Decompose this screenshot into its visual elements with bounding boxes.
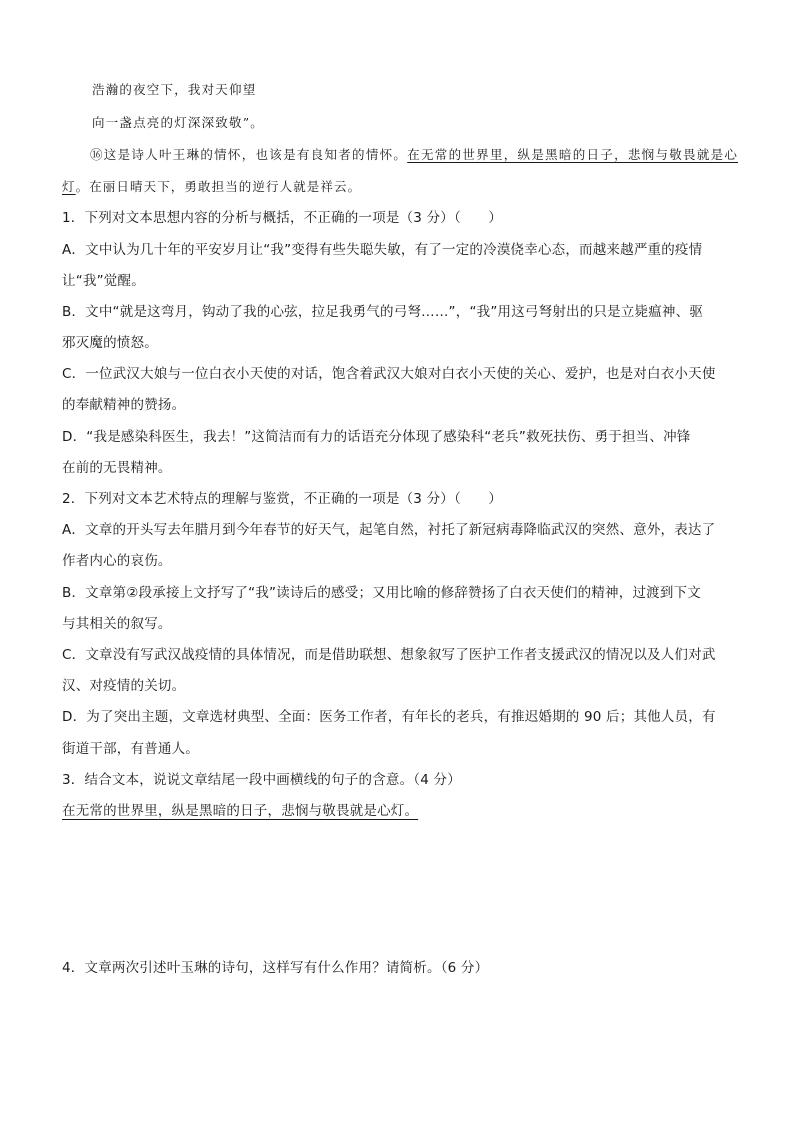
question-1-option-d: D．“我是感染科医生，我去！”这简洁而有力的话语充分体现了感染科“老兵”救死扶伤、勇于担当、冲锋 [62,429,691,445]
question-2-option-c-cont: 汉、对疫情的关切。 [62,678,186,694]
question-2-option-d-cont: 街道干部，有普通人。 [62,741,199,757]
question-1-stem: 1．下列对文本思想内容的分析与概括，不正确的一项是（3 分）（ ） [62,210,503,226]
question-1-option-c-cont: 的奉献精神的赞扬。 [62,397,186,413]
paragraph-16-underlined-sentence: 在无常的世界里，纵是黑暗的日子，悲悯与敬畏就是心灯 [62,147,738,194]
question-1-option-c: C．一位武汉大娘与一位白衣小天使的对话，饱含着武汉大娘对白衣小天使的关心、爱护，也是对白衣小天使 [62,366,716,382]
question-3-underlined-quote: 在无常的世界里，纵是黑暗的日子，悲悯与敬畏就是心灯。 [62,803,419,819]
question-1-option-d-cont: 在前的无畏精神。 [62,460,172,476]
question-1-option-a: A．文中认为几十年的平安岁月让“我”变得有些失聪失敏，有了一定的冷漠侥幸心态，而越来越严重的疫情 [62,242,703,258]
question-2-option-a: A．文章的开头写去年腊月到今年春节的好天气，起笔自然，衬托了新冠病毒降临武汉的突然、意外，表达了 [62,522,716,538]
poem-line-1: 浩瀚的夜空下，我对天仰望 [92,82,257,97]
question-2-option-c: C．文章没有写武汉战疫情的具体情况，而是借助联想、想象叙写了医护工作者支援武汉的情况以及人们对武 [62,647,716,663]
question-3-quoted-sentence [62,801,738,821]
question-2-option-a-cont: 作者内心的哀伤。 [62,553,172,569]
paragraph-16 [62,139,738,203]
paragraph-16-tail: 。在丽日晴天下，勇敢担当的逆行人就是祥云。 [75,179,362,194]
paragraph-16-lead: ⑯这是诗人叶王琳的情怀，也该是有良知者的情怀。 [90,147,408,162]
question-2-option-b: B．文章第②段承接上文抒写了“我”读诗后的感受；又用比喻的修辞赞扬了白衣天使们的精神，过渡到下文 [62,585,701,601]
question-4-stem: 4．文章两次引述叶玉琳的诗句，这样写有什么作用？请简析。（6 分） [62,960,489,976]
question-2-option-d: D．为了突出主题，文章选材典型、全面：医务工作者，有年长的老兵，有推迟婚期的 90 后；其他人员，有 [62,709,716,725]
question-1-option-b: B．文中“就是这弯月，钩动了我的心弦，拉足我勇气的弓弩……”，“我”用这弓弩射出的只是立毙瘟神、驱 [62,304,704,320]
poem-line-2: 向一盏点亮的灯深深致敬”。 [92,115,264,130]
question-1-option-a-cont: 让“我”觉醒。 [62,273,145,289]
question-2-stem: 2．下列对文本艺术特点的理解与鉴赏，不正确的一项是（3 分）（ ） [62,491,503,507]
question-3-stem: 3．结合文本，说说文章结尾一段中画横线的句子的含意。（4 分） [62,772,461,788]
question-1-option-b-cont: 邪灭魔的愤怒。 [62,335,158,351]
question-2-option-b-cont: 与其相关的叙写。 [62,616,172,632]
